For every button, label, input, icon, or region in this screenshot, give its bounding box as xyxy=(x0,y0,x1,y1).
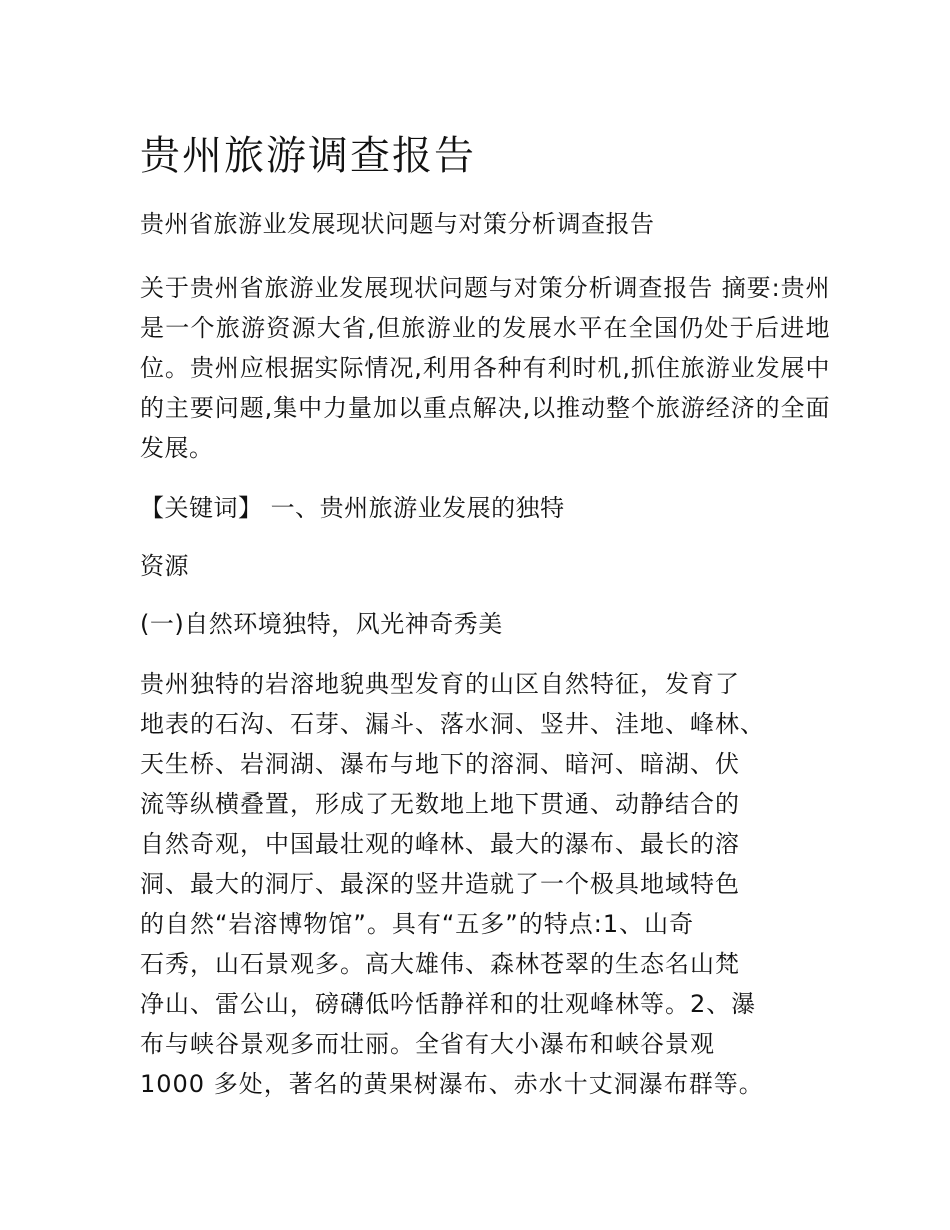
body-paragraph xyxy=(140,664,830,1104)
body-line: 石秀，山石景观多。高大雄伟、森林苍翠的生态名山梵 xyxy=(140,950,740,978)
body-line: 自然奇观，中国最壮观的峰林、最大的瀑布、最长的溶 xyxy=(140,830,740,858)
body-line: 净山、雷公山，磅礴低吟恬静祥和的壮观峰林等。2、瀑 xyxy=(140,990,757,1018)
document-subtitle: 贵州省旅游业发展现状问题与对策分析调查报告 xyxy=(140,210,655,238)
body-line: 流等纵横叠置，形成了无数地上地下贯通、动静结合的 xyxy=(140,790,740,818)
section-heading: (一)自然环境独特，风光神奇秀美 xyxy=(140,610,503,638)
body-line: 贵州独特的岩溶地貌典型发育的山区自然特征，发育了 xyxy=(140,670,740,698)
body-line: 的自然“岩溶博物馆”。具有“五多”的特点:1、山奇 xyxy=(140,910,695,938)
body-line: 地表的石沟、石芽、漏斗、落水洞、竖井、洼地、峰林、 xyxy=(140,710,765,738)
keywords-continuation: 资源 xyxy=(140,552,189,580)
body-line: 洞、最大的洞厅、最深的竖井造就了一个极具地域特色 xyxy=(140,870,740,898)
document-title: 贵州旅游调查报告 xyxy=(140,133,476,179)
body-line: 布与峡谷景观多而壮丽。全省有大小瀑布和峡谷景观 xyxy=(140,1030,715,1058)
abstract-paragraph: 关于贵州省旅游业发展现状问题与对策分析调查报告 摘要:贵州是一个旅游资源大省,但旅游业的发展水平在全国仍处于后进地位。贵州应根据实际情况,利用各种有利时机,抓住旅游业发展中的主要问题,集中力量加以重点解决,以推动整个旅游经济的全面发展。 xyxy=(140,274,830,462)
body-line: 天生桥、岩洞湖、瀑布与地下的溶洞、暗河、暗湖、伏 xyxy=(140,750,740,778)
body-line: 1000 多处，著名的黄果树瀑布、赤水十丈洞瀑布群等。 xyxy=(140,1070,764,1098)
keywords-line: 【关键词】 一、贵州旅游业发展的独特 xyxy=(140,494,565,522)
document-content xyxy=(140,128,830,1104)
